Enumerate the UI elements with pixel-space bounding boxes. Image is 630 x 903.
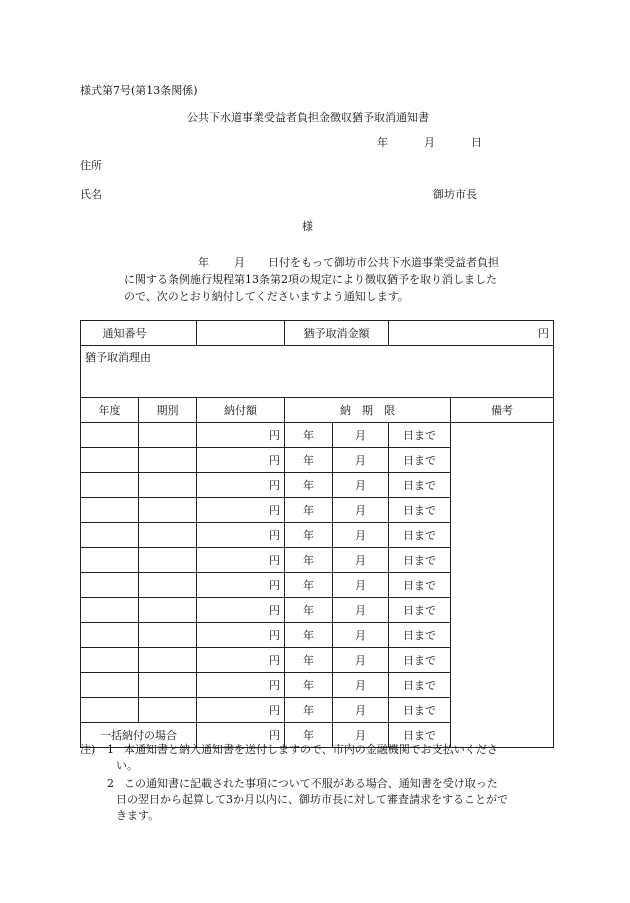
period-cell[interactable] [139, 623, 197, 648]
fiscal-year-cell[interactable] [81, 573, 139, 598]
fiscal-year-cell[interactable] [81, 473, 139, 498]
yen-unit: 円 [269, 554, 280, 567]
yen-unit: 円 [269, 454, 280, 467]
payment-amount-cell[interactable] [197, 473, 285, 498]
period-cell[interactable] [139, 473, 197, 498]
notes-label: 注) [80, 743, 96, 756]
name-label: 氏名 [80, 188, 102, 201]
fiscal-year-cell[interactable] [81, 673, 139, 698]
deadline-month: 月 [333, 498, 389, 523]
address-label: 住所 [80, 159, 102, 172]
period-cell[interactable] [139, 423, 197, 448]
yen-unit: 円 [269, 579, 280, 592]
payment-amount-cell[interactable] [197, 598, 285, 623]
payment-amount-cell[interactable] [197, 523, 285, 548]
deadline-month: 月 [333, 598, 389, 623]
notice-number-label: 通知番号 [81, 321, 197, 346]
deadline-year: 年 [285, 598, 333, 623]
body-line2: に関する条例施行規程第13条第2項の規定により徴収猶予を取り消しました [124, 273, 497, 286]
reason-cell[interactable] [81, 346, 554, 398]
deadline-month: 月 [333, 573, 389, 598]
period-cell[interactable] [139, 498, 197, 523]
payment-amount-cell[interactable] [197, 548, 285, 573]
deadline-year: 年 [285, 473, 333, 498]
note-1-line1: 本通知書と納入通知書を送付しますので、市内の金融機関でお支払いくださ [124, 743, 498, 756]
deadline-month: 月 [333, 723, 389, 748]
deadline-year: 年 [285, 673, 333, 698]
deadline-year: 年 [285, 498, 333, 523]
fiscal-year-cell[interactable] [81, 498, 139, 523]
deadline-month: 月 [333, 548, 389, 573]
deadline-year: 年 [285, 523, 333, 548]
deadline-month: 月 [333, 473, 389, 498]
period-cell[interactable] [139, 598, 197, 623]
issuer: 御坊市長 [433, 188, 477, 201]
deadline-year: 年 [285, 548, 333, 573]
deadline-until: 日まで [389, 723, 451, 748]
period-cell[interactable] [139, 673, 197, 698]
fiscal-year-cell[interactable] [81, 548, 139, 573]
fiscal-year-cell[interactable] [81, 523, 139, 548]
honorific-sama: 様 [302, 220, 313, 233]
yen-unit: 円 [269, 529, 280, 542]
deadline-year: 年 [285, 648, 333, 673]
deadline-until: 日まで [389, 548, 451, 573]
deadline-month: 月 [333, 648, 389, 673]
note-1-number: 1 [107, 743, 114, 756]
period-cell[interactable] [139, 448, 197, 473]
payment-amount-cell[interactable] [197, 623, 285, 648]
deadline-until: 日まで [389, 698, 451, 723]
body-line3: ので、次のとおり納付してくださいますよう通知します。 [124, 290, 409, 303]
fiscal-year-cell[interactable] [81, 448, 139, 473]
date-month: 月 [424, 136, 435, 149]
payment-amount-cell[interactable] [197, 573, 285, 598]
deadline-month: 月 [333, 673, 389, 698]
document-title: 公共下水道事業受益者負担金徴収猶予取消通知書 [187, 111, 429, 124]
cancel-amount-label: 猶予取消金額 [285, 321, 389, 346]
note-2-line1: この通知書に記載された事項について不服がある場合、通知書を受け取った [124, 777, 498, 790]
fiscal-year-cell[interactable] [81, 623, 139, 648]
deadline-year: 年 [285, 723, 333, 748]
header-remarks: 備考 [451, 398, 554, 423]
fiscal-year-cell[interactable] [81, 423, 139, 448]
deadline-month: 月 [333, 698, 389, 723]
fiscal-year-cell[interactable] [81, 698, 139, 723]
deadline-until: 日まで [389, 423, 451, 448]
deadline-month: 月 [333, 523, 389, 548]
note-2-number: 2 [107, 777, 114, 790]
date-year: 年 [377, 136, 388, 149]
notes [80, 742, 560, 824]
deadline-month: 月 [333, 423, 389, 448]
reason-label: 猶予取消理由 [85, 351, 151, 364]
yen-unit: 円 [269, 629, 280, 642]
form-number: 様式第7号(第13条関係) [80, 84, 198, 97]
deadline-month: 月 [333, 623, 389, 648]
deadline-month: 月 [333, 448, 389, 473]
body-line1: 日付をもって御坊市公共下水道事業受益者負担 [268, 256, 499, 269]
payment-amount-cell[interactable] [197, 648, 285, 673]
header-period: 期別 [139, 398, 197, 423]
payment-amount-cell[interactable] [197, 698, 285, 723]
body-year: 年 [198, 256, 209, 269]
period-cell[interactable] [139, 523, 197, 548]
deadline-until: 日まで [389, 473, 451, 498]
deadline-until: 日まで [389, 523, 451, 548]
deadline-year: 年 [285, 423, 333, 448]
yen-unit: 円 [269, 604, 280, 617]
period-cell[interactable] [139, 648, 197, 673]
deadline-until: 日まで [389, 448, 451, 473]
header-fiscal-year: 年度 [81, 398, 139, 423]
deadline-until: 日まで [389, 598, 451, 623]
yen-unit: 円 [269, 729, 280, 742]
period-cell[interactable] [139, 698, 197, 723]
deadline-until: 日まで [389, 648, 451, 673]
payment-amount-cell[interactable] [197, 498, 285, 523]
fiscal-year-cell[interactable] [81, 598, 139, 623]
schedule-header-row [81, 398, 554, 423]
yen-unit: 円 [269, 479, 280, 492]
yen-unit: 円 [269, 504, 280, 517]
deadline-until: 日まで [389, 498, 451, 523]
note-1-line2: い。 [116, 759, 138, 772]
period-cell[interactable] [139, 573, 197, 598]
remarks-cell[interactable] [451, 423, 554, 748]
date-day: 日 [471, 136, 482, 149]
note-2-line2: 日の翌日から起算して3か月以内に、御坊市長に対して審査請求をすることがで [116, 793, 508, 806]
deadline-year: 年 [285, 573, 333, 598]
lump-sum-label: 一括納付の場合 [81, 723, 197, 748]
yen-unit: 円 [269, 679, 280, 692]
deadline-until: 日まで [389, 573, 451, 598]
note-2-line3: きます。 [116, 809, 160, 822]
payment-amount-cell[interactable] [197, 673, 285, 698]
notice-number-value[interactable] [197, 321, 285, 346]
payment-amount-cell[interactable] [197, 448, 285, 473]
header-deadline: 納 期 限 [285, 398, 451, 423]
schedule-body [81, 423, 554, 748]
period-cell[interactable] [139, 548, 197, 573]
deadline-until: 日まで [389, 623, 451, 648]
payment-amount-cell[interactable] [197, 423, 285, 448]
yen-unit: 円 [269, 654, 280, 667]
notice-table [80, 320, 554, 748]
schedule-row [81, 423, 554, 448]
deadline-year: 年 [285, 623, 333, 648]
body-month: 月 [234, 256, 245, 269]
deadline-year: 年 [285, 698, 333, 723]
fiscal-year-cell[interactable] [81, 648, 139, 673]
yen-unit: 円 [269, 704, 280, 717]
cancel-amount-value[interactable]: 円 [389, 321, 554, 346]
notice-row [81, 321, 554, 346]
deadline-until: 日まで [389, 673, 451, 698]
reason-row [81, 346, 554, 398]
header-payment-amount: 納付額 [197, 398, 285, 423]
yen-unit: 円 [269, 429, 280, 442]
deadline-year: 年 [285, 448, 333, 473]
